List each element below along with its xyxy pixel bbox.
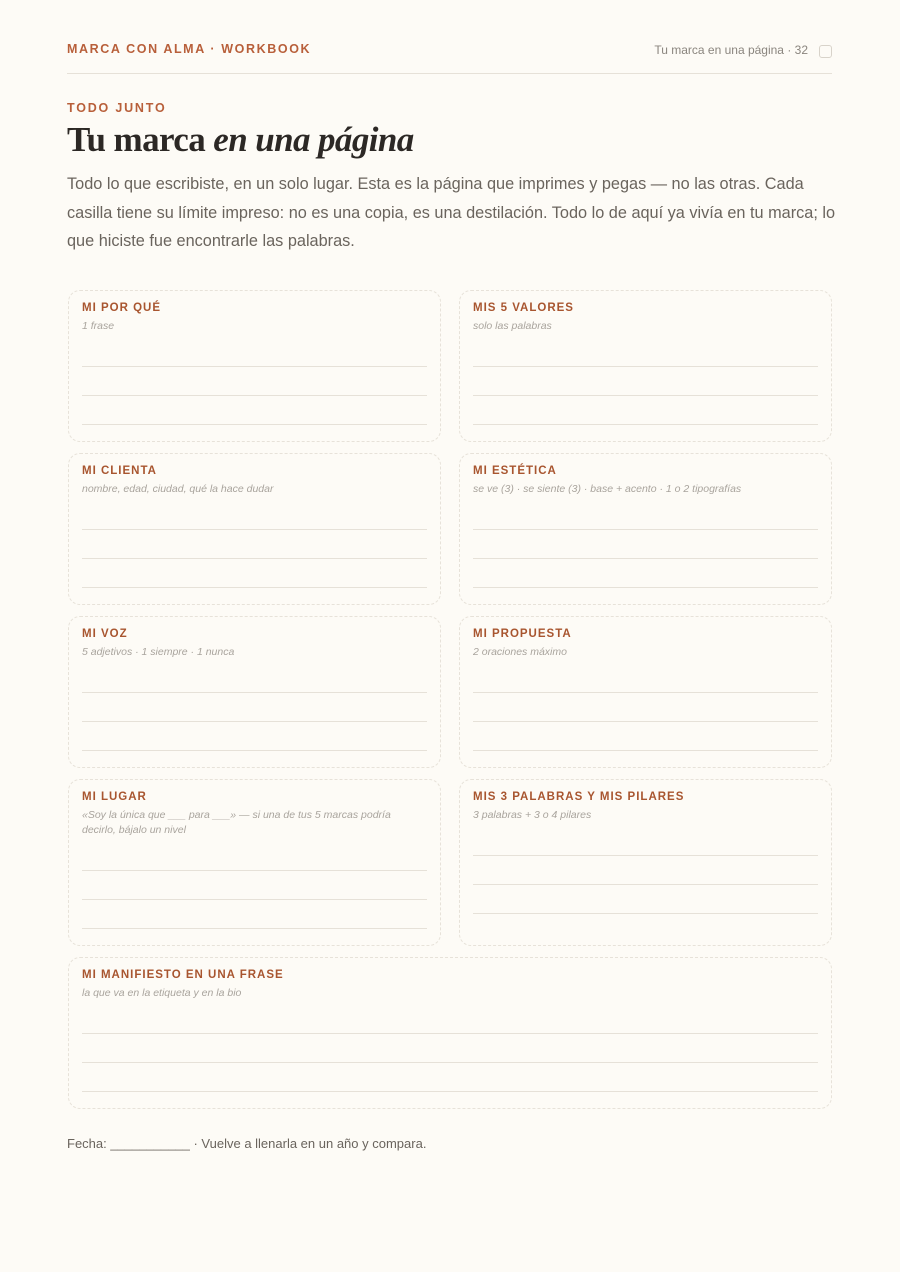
- card-hint: la que va en la etiqueta y en la bio: [82, 987, 242, 999]
- write-line[interactable]: [82, 424, 427, 425]
- write-line[interactable]: [82, 928, 427, 929]
- write-line[interactable]: [473, 692, 818, 693]
- page-title: [67, 120, 414, 160]
- title-italic: en una página: [213, 120, 414, 159]
- card-clienta: [68, 453, 441, 605]
- footer-date-note: Fecha: ___________ · Vuelve a llenarla en un año y compara.: [67, 1136, 427, 1151]
- write-line[interactable]: [82, 395, 427, 396]
- write-line[interactable]: [473, 750, 818, 751]
- write-line[interactable]: [82, 1091, 818, 1092]
- write-line[interactable]: [473, 855, 818, 856]
- card-manifiesto: [68, 957, 832, 1109]
- card-palabras-pilares: [459, 779, 832, 946]
- write-line[interactable]: [82, 1062, 818, 1063]
- write-line[interactable]: [473, 529, 818, 530]
- card-hint: se ve (3) · se siente (3) · base + acento · 1 o 2 tipografías: [473, 483, 742, 495]
- card-label: MI LUGAR: [82, 791, 147, 803]
- write-line[interactable]: [82, 721, 427, 722]
- write-line[interactable]: [82, 870, 427, 871]
- card-label: MI POR QUÉ: [82, 302, 162, 314]
- write-line[interactable]: [82, 750, 427, 751]
- write-line[interactable]: [473, 558, 818, 559]
- card-por-que: [68, 290, 441, 442]
- card-hint: 5 adjetivos · 1 siempre · 1 nunca: [82, 646, 235, 658]
- card-lugar: [68, 779, 441, 946]
- write-line[interactable]: [82, 366, 427, 367]
- card-hint: «Soy la única que ___ para ___» — si una de tus 5 marcas podría decirlo, bájalo un nivel: [82, 809, 391, 836]
- write-line[interactable]: [82, 692, 427, 693]
- write-line[interactable]: [473, 587, 818, 588]
- write-line[interactable]: [82, 587, 427, 588]
- write-line[interactable]: [473, 913, 818, 914]
- write-line[interactable]: [473, 395, 818, 396]
- intro-paragraph: Todo lo que escribiste, en un solo lugar. Esta es la página que imprimes y pegas — no las otras. Cada casilla tiene su límite impreso: no es una copia, es una destilación. Todo lo de aquí ya vivía en tu marca; lo que hiciste fue encontrarle las palabras.: [67, 175, 836, 250]
- write-line[interactable]: [82, 1033, 818, 1034]
- page-reference: Tu marca en una página · 32: [654, 43, 808, 57]
- write-line[interactable]: [82, 529, 427, 530]
- card-estetica: [459, 453, 832, 605]
- page-header: [67, 42, 832, 74]
- card-label: MIS 5 VALORES: [473, 302, 574, 314]
- card-valores: [459, 290, 832, 442]
- write-line[interactable]: [473, 884, 818, 885]
- write-line[interactable]: [473, 721, 818, 722]
- card-hint: 3 palabras + 3 o 4 pilares: [473, 809, 592, 821]
- card-label: MIS 3 PALABRAS Y MIS PILARES: [473, 791, 685, 803]
- page-checkbox[interactable]: [819, 45, 832, 58]
- write-line[interactable]: [82, 899, 427, 900]
- card-label: MI PROPUESTA: [473, 628, 572, 640]
- title-regular: Tu marca: [67, 120, 214, 159]
- card-propuesta: [459, 616, 832, 768]
- brand-title: MARCA CON ALMA · WORKBOOK: [67, 42, 312, 56]
- card-label: MI MANIFIESTO EN UNA FRASE: [82, 969, 284, 981]
- card-voz: [68, 616, 441, 768]
- write-line[interactable]: [82, 558, 427, 559]
- section-eyebrow: TODO JUNTO: [67, 101, 167, 115]
- card-hint: solo las palabras: [473, 320, 552, 332]
- write-line[interactable]: [473, 424, 818, 425]
- write-line[interactable]: [473, 366, 818, 367]
- card-label: MI ESTÉTICA: [473, 465, 557, 477]
- card-label: MI CLIENTA: [82, 465, 157, 477]
- card-hint: nombre, edad, ciudad, qué la hace dudar: [82, 483, 274, 495]
- card-hint: 2 oraciones máximo: [473, 646, 567, 658]
- card-hint: 1 frase: [82, 320, 115, 332]
- card-label: MI VOZ: [82, 628, 128, 640]
